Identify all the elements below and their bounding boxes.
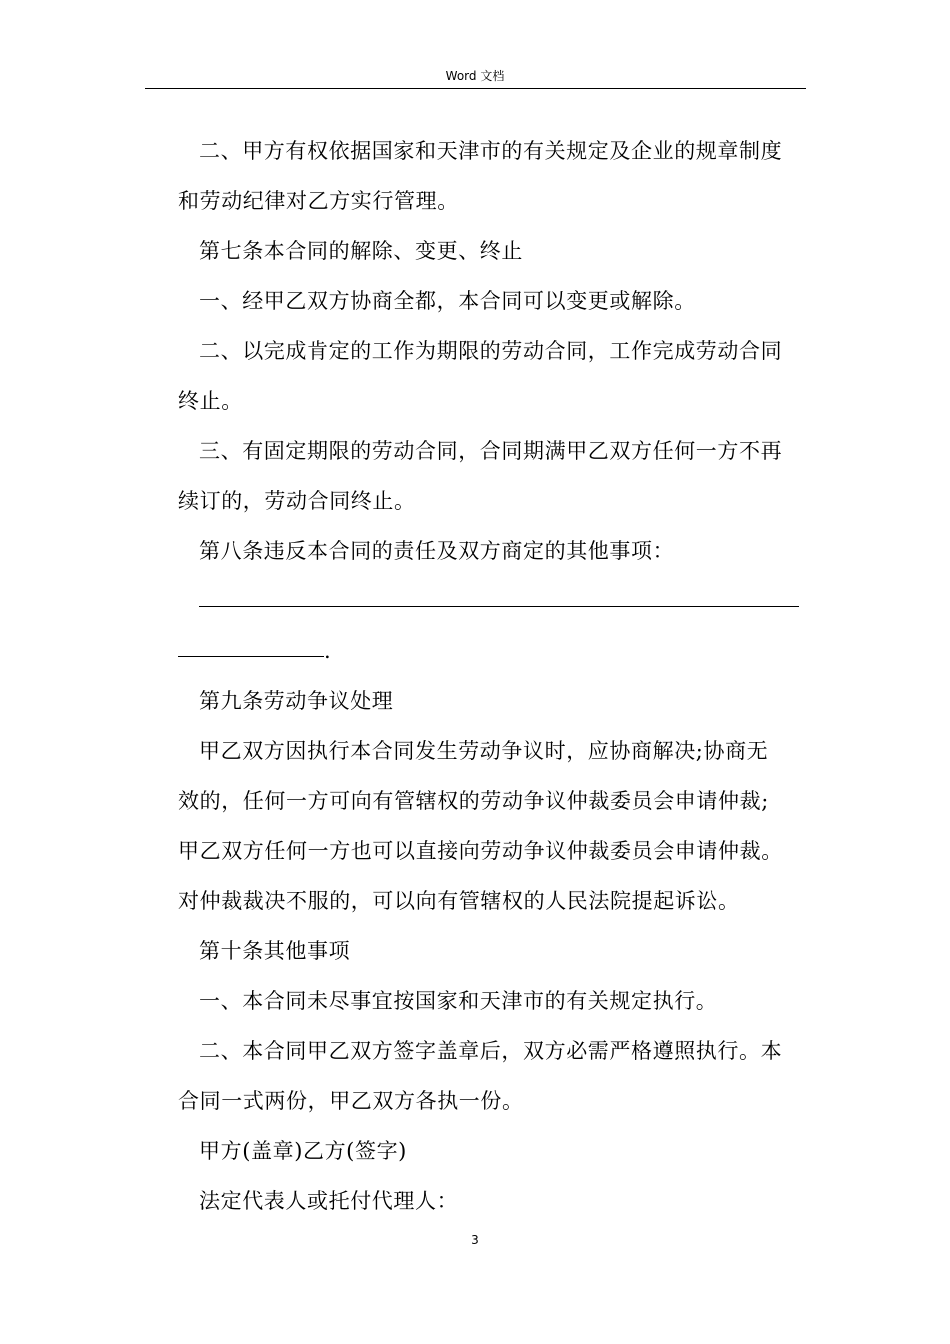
text-line: 二、甲方有权依据国家和天津市的有关规定及企业的规章制度 bbox=[199, 139, 783, 163]
section-heading bbox=[178, 926, 803, 976]
text-line: 甲方(盖章)乙方(签字) bbox=[199, 1139, 407, 1163]
text-line: 二、以完成肯定的工作为期限的劳动合同，工作完成劳动合同 bbox=[199, 339, 783, 363]
header-divider bbox=[145, 88, 806, 89]
section-heading bbox=[178, 226, 803, 276]
blank-underline bbox=[178, 656, 324, 657]
text-line: 二、本合同甲乙双方签字盖章后，双方必需严格遵照执行。本 bbox=[199, 1039, 783, 1063]
text-line: 一、经甲乙双方协商全都，本合同可以变更或解除。 bbox=[199, 289, 696, 313]
text-line: 对仲裁裁决不服的，可以向有管辖权的人民法院提起诉讼。 bbox=[178, 889, 740, 913]
signature-line bbox=[178, 1126, 803, 1176]
signature-line bbox=[178, 1176, 803, 1226]
section-heading bbox=[178, 526, 803, 576]
document-body bbox=[178, 126, 803, 1226]
paragraph bbox=[178, 726, 803, 926]
text-line: 法定代表人或托付代理人： bbox=[199, 1189, 459, 1213]
text-line: 续订的，劳动合同终止。 bbox=[178, 489, 416, 513]
blank-underline bbox=[199, 606, 799, 607]
text-line: 一、本合同未尽事宜按国家和天津市的有关规定执行。 bbox=[199, 989, 718, 1013]
text-line: 三、有固定期限的劳动合同，合同期满甲乙双方任何一方不再 bbox=[199, 439, 783, 463]
section-heading bbox=[178, 676, 803, 726]
text-line: 第八条违反本合同的责任及双方商定的其他事项： bbox=[199, 539, 675, 563]
page-header: Word 文档 bbox=[445, 69, 505, 83]
paragraph bbox=[178, 426, 803, 526]
paragraph bbox=[178, 976, 803, 1026]
text-line: 合同一式两份，甲乙双方各执一份。 bbox=[178, 1089, 524, 1113]
text-line: 终止。 bbox=[178, 389, 243, 413]
text-line: 甲乙双方任何一方也可以直接向劳动争议仲裁委员会申请仲裁。 bbox=[178, 839, 783, 863]
page-number: 3 bbox=[471, 1233, 479, 1247]
fill-in-blank-line bbox=[178, 626, 803, 676]
text-line: 和劳动纪律对乙方实行管理。 bbox=[178, 189, 459, 213]
paragraph bbox=[178, 276, 803, 326]
fill-in-blank-line bbox=[178, 576, 803, 626]
text-line: 第九条劳动争议处理 bbox=[199, 689, 394, 713]
text-line: 第七条本合同的解除、变更、终止 bbox=[199, 239, 523, 263]
paragraph bbox=[178, 326, 803, 426]
blank-end-mark: . bbox=[324, 639, 332, 663]
text-line: 第十条其他事项 bbox=[199, 939, 351, 963]
text-line: 甲乙双方因执行本合同发生劳动争议时，应协商解决;协商无 bbox=[199, 739, 769, 763]
paragraph bbox=[178, 1026, 803, 1126]
text-line: 效的，任何一方可向有管辖权的劳动争议仲裁委员会申请仲裁; bbox=[178, 789, 769, 813]
paragraph bbox=[178, 126, 803, 226]
